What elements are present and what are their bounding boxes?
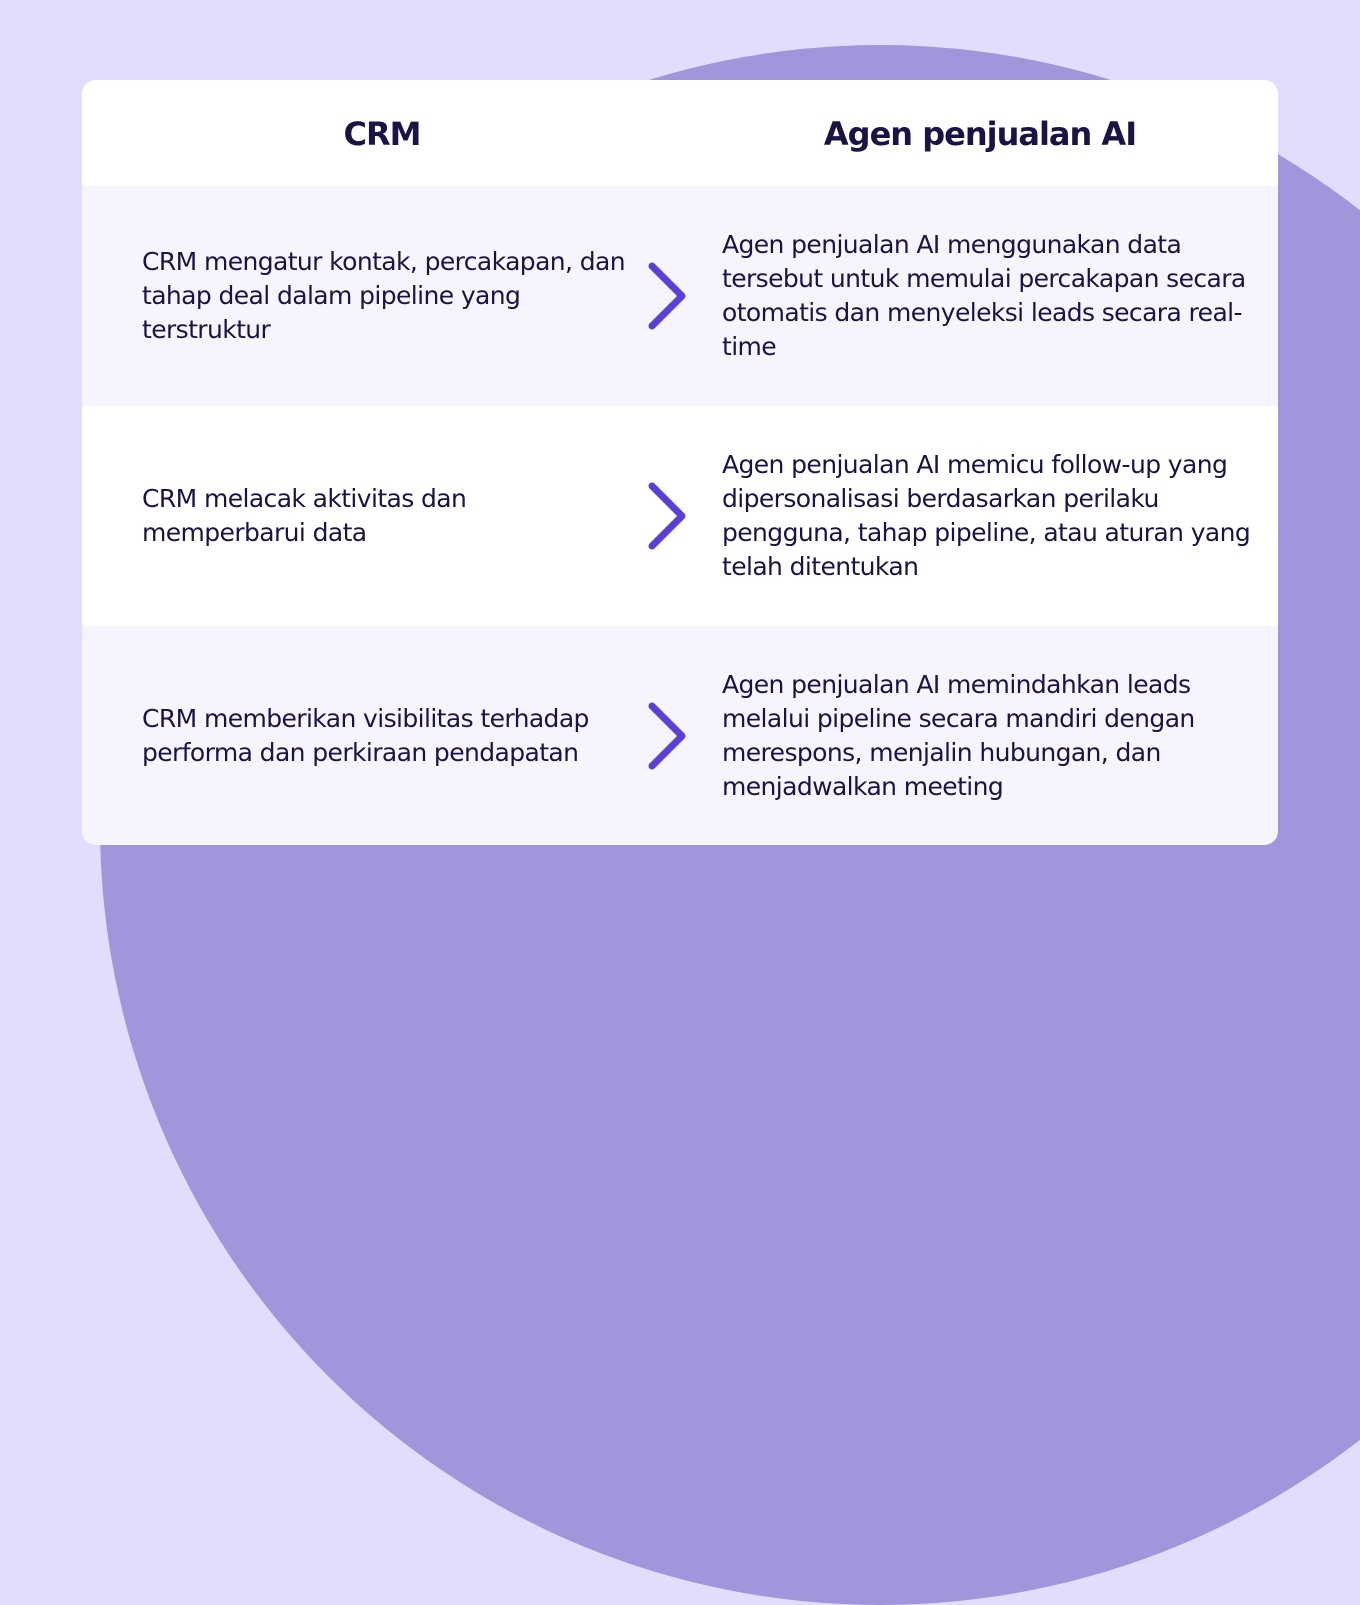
comparison-row (82, 626, 1278, 845)
table-header (82, 80, 1278, 186)
column-header-ai-agent: Agen penjualan AI (823, 115, 1137, 153)
ai-agent-description: Agen penjualan AI memicu follow-up yang dipersonalisasi berdasarkan perilaku pengguna, tahap pipeline, atau aturan yang telah ditentukan (722, 450, 1251, 581)
comparison-row (82, 186, 1278, 406)
crm-description: CRM mengatur kontak, percakapan, dan tahap deal dalam pipeline yang terstruktur (142, 247, 625, 344)
chevron-right-icon (644, 700, 694, 772)
chevron-right-icon (644, 260, 694, 332)
ai-agent-cell (722, 186, 1262, 406)
comparison-card (82, 80, 1278, 845)
ai-agent-cell (722, 406, 1262, 626)
crm-description: CRM melacak aktivitas dan memperbarui data (142, 484, 467, 547)
chevron-right-icon (644, 480, 694, 552)
crm-cell (142, 626, 632, 845)
ai-agent-cell (722, 626, 1262, 845)
ai-agent-description: Agen penjualan AI memindahkan leads melalui pipeline secara mandiri dengan merespons, menjalin hubungan, dan menjadwalkan meeting (722, 669, 1195, 801)
ai-agent-description: Agen penjualan AI menggunakan data tersebut untuk memulai percakapan secara otomatis dan menyeleksi leads secara real-time (722, 230, 1246, 361)
crm-cell (142, 406, 632, 626)
column-header-crm: CRM (343, 115, 421, 153)
crm-description: CRM memberikan visibilitas terhadap performa dan perkiraan pendapatan (142, 703, 589, 767)
crm-cell (142, 186, 632, 406)
comparison-row (82, 406, 1278, 626)
